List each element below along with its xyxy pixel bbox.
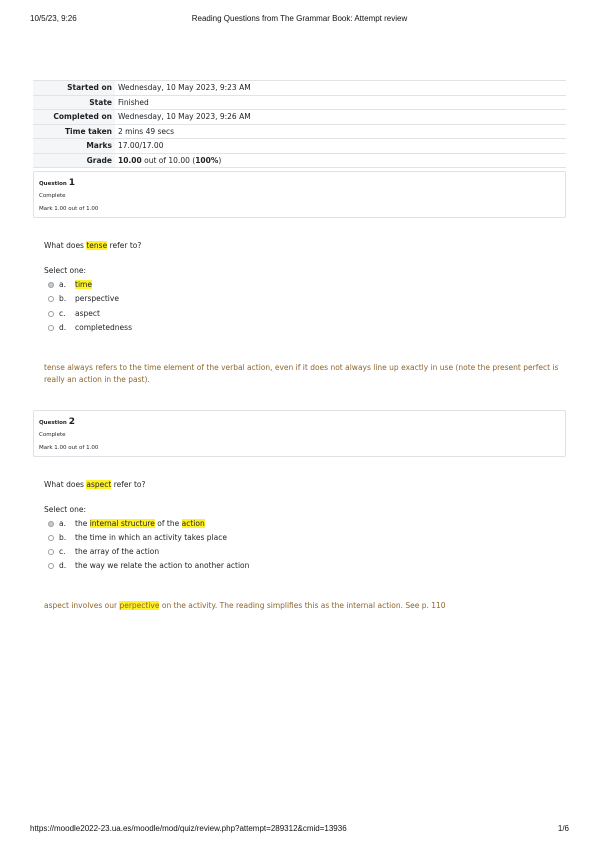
question-mark: Mark 1.00 out of 1.00 [39, 206, 99, 212]
question-text: What does tense refer to? [44, 241, 142, 250]
radio-button[interactable] [48, 535, 54, 541]
summary-value: 17.00/17.00 [115, 139, 566, 154]
summary-row [33, 110, 566, 125]
summary-value: Wednesday, 10 May 2023, 9:23 AM [115, 81, 566, 96]
answer-option-d[interactable]: d. completedness [48, 322, 132, 333]
summary-label: Marks [33, 139, 115, 154]
summary-row [33, 124, 566, 139]
question-number: Question 2 [39, 417, 75, 427]
question-state: Complete [39, 432, 66, 438]
question-info-box [33, 410, 566, 457]
print-footer [30, 824, 569, 836]
print-header [30, 14, 569, 26]
summary-row [33, 153, 566, 168]
general-feedback: tense always refers to the time element of the verbal action, even if it does not always line up exactly in use (note the present perfect is really an action in the past). [44, 363, 559, 384]
grade-value: 10.00 out of 10.00 (100%) [115, 153, 566, 168]
answer-option-d[interactable]: d. the way we relate the action to another action [48, 560, 249, 571]
summary-label: Time taken [33, 124, 115, 139]
summary-value: Wednesday, 10 May 2023, 9:26 AM [115, 110, 566, 125]
summary-row [33, 95, 566, 110]
print-datetime: 10/5/23, 9:26 [30, 14, 77, 23]
summary-value: Finished [115, 95, 566, 110]
attempt-summary-table [33, 80, 566, 168]
page-number: 1/6 [557, 824, 569, 833]
radio-button[interactable] [48, 521, 54, 527]
summary-label: Started on [33, 81, 115, 96]
radio-button[interactable] [48, 282, 54, 288]
question-state: Complete [39, 193, 66, 199]
answer-option-c[interactable]: c. the array of the action [48, 546, 159, 557]
question-text: What does aspect refer to? [44, 480, 146, 489]
summary-label: State [33, 95, 115, 110]
answer-option-a[interactable]: a. time [48, 279, 92, 290]
answer-option-c[interactable]: c. aspect [48, 308, 100, 319]
general-feedback: aspect involves our perpective on the activity. The reading simplifies this as the internal action. See p. 110 [44, 601, 446, 610]
print-title: Reading Questions from The Grammar Book: Attempt review [191, 14, 408, 23]
question-number: Question 1 [39, 178, 75, 188]
summary-label: Grade [33, 153, 115, 168]
question-info-box [33, 171, 566, 218]
summary-value: 2 mins 49 secs [115, 124, 566, 139]
answer-option-b[interactable]: b. the time in which an activity takes place [48, 532, 227, 543]
page-url: https://moodle2022-23.ua.es/moodle/mod/quiz/review.php?attempt=289312&cmid=13936 [30, 824, 347, 833]
select-one-label: Select one: [44, 505, 87, 514]
summary-row [33, 139, 566, 154]
radio-button[interactable] [48, 563, 54, 569]
radio-button[interactable] [48, 311, 54, 317]
answer-option-b[interactable]: b. perspective [48, 293, 119, 304]
radio-button[interactable] [48, 325, 54, 331]
answer-option-a[interactable]: a. the internal structure of the action [48, 518, 205, 529]
summary-row [33, 81, 566, 96]
radio-button[interactable] [48, 549, 54, 555]
summary-label: Completed on [33, 110, 115, 125]
question-mark: Mark 1.00 out of 1.00 [39, 445, 99, 451]
select-one-label: Select one: [44, 266, 87, 275]
radio-button[interactable] [48, 296, 54, 302]
